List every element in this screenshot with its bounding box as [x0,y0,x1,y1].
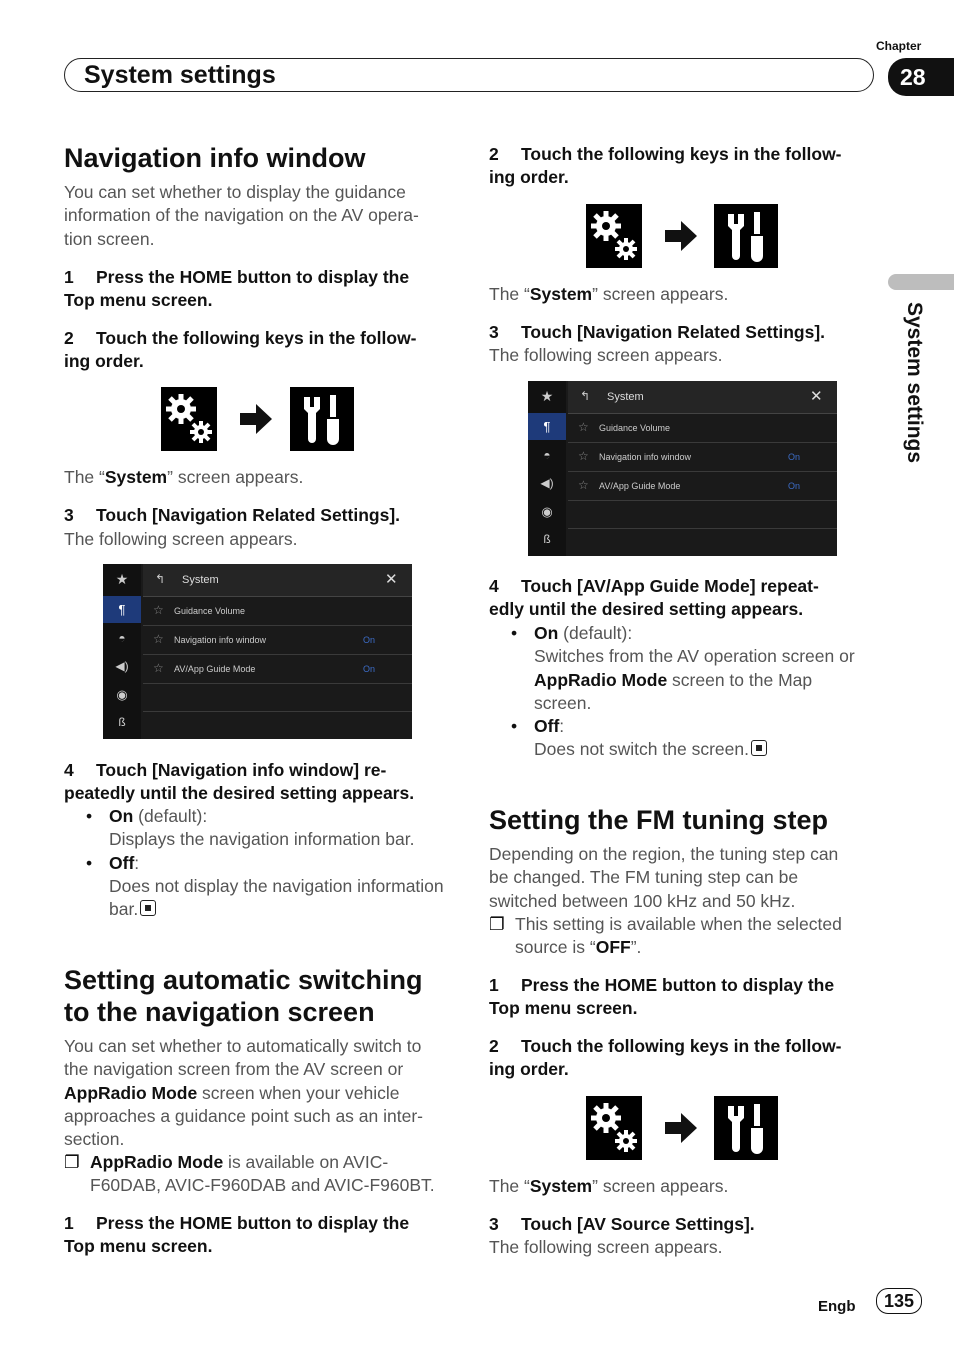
row-label: Guidance Volume [174,606,246,616]
favorite-icon[interactable]: ☆ [153,661,164,675]
side-label: System settings [903,302,926,464]
disc-icon[interactable]: ◉ [541,504,553,519]
screen-title: System [607,391,644,403]
chapter-number: 28 [888,58,954,96]
favorite-icon[interactable]: ☆ [153,632,164,646]
footer-language: Engb [818,1298,856,1315]
left-system-appears: The “System” screen appears. [64,467,304,487]
row-label: AV/App Guide Mode [174,664,256,674]
settings-gears-icon [161,387,217,451]
section-title-auto-switch: Setting automatic switching to the navigation screen [64,965,423,1027]
system-screen-left [103,564,412,739]
tools-tab-icon[interactable]: ¶ [528,413,566,440]
arrow-right-icon [665,1113,697,1143]
screen-titlebar [568,381,837,414]
left-step-3: 3 Touch [Navigation Related Settings]. [64,505,401,525]
right-following-screen: The following screen appears. [489,345,723,365]
setting-row[interactable] [143,655,412,684]
fm-note: ❐ This setting is available when the selected source is “OFF”. [489,914,842,958]
nav-tab-icon[interactable]: ◓ [118,631,126,645]
disc-icon[interactable]: ◉ [116,687,128,702]
note-checkbox-icon: ❐ [64,1152,80,1172]
left-bullets: • On (default): Displays the navigation information bar. • Off: Does not display the navigation information bar. [86,806,444,920]
row-label: Guidance Volume [599,423,671,433]
row-label: Navigation info window [174,635,267,645]
favorite-icon[interactable]: ☆ [578,449,589,463]
back-icon[interactable]: ↰ [155,572,166,586]
tools-tab-icon[interactable]: ¶ [103,596,141,623]
auto-step-1: 1 Press the HOME button to display the Top menu screen. [64,1213,410,1257]
setting-row[interactable] [143,626,412,655]
empty-row [568,501,837,529]
star-icon[interactable]: ★ [540,388,554,404]
right-bullets: • On (default): Switches from the AV operation screen or AppRadio Mode screen to the Map screen. • Off: Does not switch the screen. [511,623,855,760]
row-label: Navigation info window [599,452,692,462]
fm-system-appears: The “System” screen appears. [489,1176,729,1196]
setting-row[interactable] [143,597,412,626]
nav-tab-icon[interactable]: ◓ [543,448,551,462]
fm-intro: Depending on the region, the tuning step can be changed. The FM tuning step can be switched between 100 kHz and 50 kHz. [489,844,839,911]
system-tools-icon [290,387,354,451]
setting-row[interactable] [568,472,837,501]
speaker-icon[interactable]: ◀) [115,659,129,673]
auto-intro: You can set whether to automatically switch to the navigation screen from the AV screen or AppRadio Mode screen when your vehicle approaches a guidance point such as an inter- section. [64,1036,423,1150]
left-following-screen: The following screen appears. [64,529,298,549]
fm-step-3: 3 Touch [AV Source Settings]. [489,1214,755,1234]
row-value: On [788,452,801,462]
side-tab [888,274,954,290]
right-step-4: 4 Touch [AV/App Guide Mode] repeat- edly until the desired setting appears. [489,576,819,620]
favorite-icon[interactable]: ☆ [153,603,164,617]
setting-row[interactable] [568,443,837,472]
nav-intro: You can set whether to display the guidance information of the navigation on the AV opera- tion screen. [64,182,419,249]
back-icon[interactable]: ↰ [580,389,591,403]
end-mark-icon [751,740,767,756]
setting-row[interactable] [568,414,837,443]
bluetooth-icon[interactable]: ß [118,715,126,729]
empty-row [143,684,412,712]
system-screen-right [528,381,837,556]
close-icon[interactable]: ✕ [810,388,823,405]
row-value: On [788,481,801,491]
right-step-3: 3 Touch [Navigation Related Settings]. [489,322,826,342]
settings-gears-icon [586,204,642,268]
note-checkbox-icon: ❐ [489,914,505,934]
system-tools-icon [714,1096,778,1160]
right-system-appears: The “System” screen appears. [489,284,729,304]
favorite-icon[interactable]: ☆ [578,420,589,434]
screen-titlebar [143,564,412,597]
left-step-2: 2 Touch the following keys in the follow- ing order. [64,328,417,372]
right-step-2: 2 Touch the following keys in the follow- ing order. [489,144,842,188]
end-mark-icon [140,900,156,916]
screen-sidebar [103,564,141,739]
auto-note: ❐ AppRadio Mode is available on AVIC- F60DAB, AVIC-F960DAB and AVIC-F960BT. [64,1152,435,1196]
row-label: AV/App Guide Mode [599,481,681,491]
row-value: On [363,635,376,645]
screen-sidebar [528,381,566,556]
star-icon[interactable]: ★ [115,571,129,587]
screen-title: System [182,574,219,586]
fm-step-1: 1 Press the HOME button to display the Top menu screen. [489,975,835,1019]
left-step-4: 4 Touch [Navigation info window] re- peatedly until the desired setting appears. [64,760,415,804]
page-number: 135 [876,1288,922,1314]
favorite-icon[interactable]: ☆ [578,478,589,492]
fm-step-2: 2 Touch the following keys in the follow- ing order. [489,1036,842,1080]
settings-gears-icon [586,1096,642,1160]
left-step-1: 1 Press the HOME button to display the Top menu screen. [64,267,410,311]
arrow-right-icon [240,404,272,434]
section-title-fm-step: Setting the FM tuning step [489,805,828,835]
close-icon[interactable]: ✕ [385,571,398,588]
chapter-label: Chapter [876,39,922,53]
speaker-icon[interactable]: ◀) [540,476,554,490]
fm-following-screen: The following screen appears. [489,1237,723,1257]
header-title: System settings [84,61,276,89]
row-value: On [363,664,376,674]
bluetooth-icon[interactable]: ß [543,532,551,546]
arrow-right-icon [665,221,697,251]
section-title-nav-info: Navigation info window [64,143,366,173]
system-tools-icon [714,204,778,268]
